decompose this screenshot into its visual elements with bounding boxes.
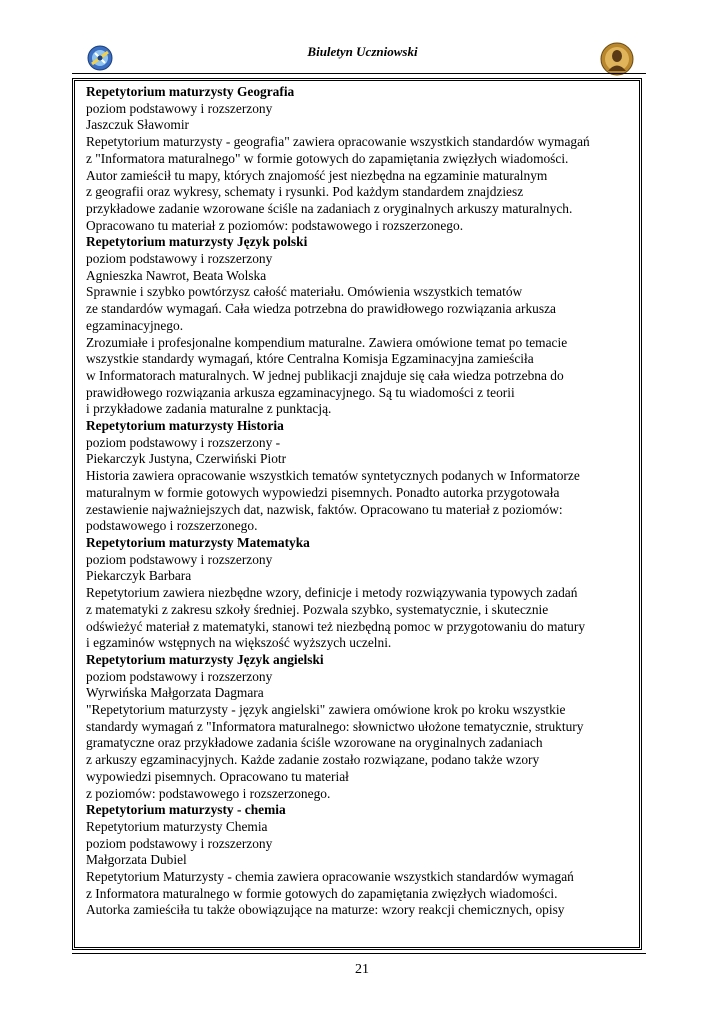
text-line: i przykładowe zadania maturalne z punktacją. xyxy=(86,401,332,417)
text-line: z geografii oraz wykresy, schematy i rysunki. Pod każdym standardem znajdziesz xyxy=(86,184,524,200)
text-line: prawidłowego rozwiązania arkusza egzaminacyjnego. Są tu wiadomości z teorii xyxy=(86,384,515,400)
portrait-medallion-icon xyxy=(600,42,634,76)
text-line: Zrozumiałe i profesjonalne kompendium maturalne. Zawiera omówione temat po temacie xyxy=(86,334,568,350)
text-line: ze standardów wymagań. Cała wiedza potrzebna do prawidłowego rozwiązania arkusza xyxy=(86,301,556,317)
text-line: Repetytorium maturzysty - geografia" zawiera opracowanie wszystkich standardów wymagań xyxy=(86,134,590,150)
text-line: wypowiedzi pisemnych. Opracowano tu materiał xyxy=(86,768,349,784)
text-line: maturalnym w formie gotowych wypowiedzi pisemnych. Ponadto autorka przygotowała xyxy=(86,484,560,500)
text-line: Piekarczyk Barbara xyxy=(86,568,192,584)
section-heading: Repetytorium maturzysty Język polski xyxy=(86,234,308,250)
text-line: zestawienie najważniejszych dat, nazwisk, faktów. Opracowano tu materiał z poziomów: xyxy=(86,501,563,517)
text-line: poziom podstawowy i rozszerzony xyxy=(86,551,273,567)
text-line: w Informatorach maturalnych. W jednej publikacji znajduje się cała wiedza potrzebna do xyxy=(86,367,564,383)
text-line: Repetytorium Maturzysty - chemia zawiera opracowanie wszystkich standardów wymagań xyxy=(86,869,574,885)
text-line: podstawowego i rozszerzonego. xyxy=(86,518,258,534)
text-line: standardy wymagań z "Informatora maturalnego: słownictwo ułożone tematycznie, struktury xyxy=(86,718,584,734)
header-title: Biuletyn Uczniowski xyxy=(307,44,418,59)
text-line: z poziomów: podstawowego i rozszerzonego. xyxy=(86,785,331,801)
text-line: i egzaminów wstępnych na większość wyższych uczelni. xyxy=(86,635,392,651)
text-line: Historia zawiera opracowanie wszystkich tematów syntetycznych podanych w Informatorze xyxy=(86,468,580,484)
text-line: Jaszczuk Sławomir xyxy=(86,117,190,133)
text-line: Sprawnie i szybko powtórzysz całość materiału. Omówienia wszystkich tematów xyxy=(86,284,523,300)
text-line: wszystkie standardy wymagań, które Centralna Komisja Egzaminacyjna zamieściła xyxy=(86,351,534,367)
text-line: Autorka zamieściła tu także obowiązujące na maturze: wzory reakcji chemicznych, opisy xyxy=(86,902,565,918)
text-line: poziom podstawowy i rozszerzony - xyxy=(86,434,281,450)
text-line: z Informatora maturalnego w formie gotowych do zapamiętania zwięzłych wiadomości. xyxy=(86,885,558,901)
text-line: przykładowe zadanie wzorowane ściśle na zadaniach z oryginalnych arkuszy maturalnych. xyxy=(86,200,573,216)
text-line: Repetytorium maturzysty Chemia xyxy=(86,818,268,834)
text-line: z matematyki z zakresu szkoły średniej. Pozwala szybko, systematycznie, i skutecznie xyxy=(86,601,549,617)
header-rule xyxy=(72,73,646,74)
page-number: 21 xyxy=(355,962,369,977)
text-line: Autor zamieścił tu mapy, których znajomość jest niezbędna na egzaminie maturalnym xyxy=(86,167,548,183)
text-line: poziom podstawowy i rozszerzony xyxy=(86,251,273,267)
text-line: poziom podstawowy i rozszerzony xyxy=(86,100,273,116)
section-heading: Repetytorium maturzysty Historia xyxy=(86,418,284,434)
page-header xyxy=(80,38,645,74)
text-line: Agnieszka Nawrot, Beata Wolska xyxy=(86,267,267,283)
section-heading: Repetytorium maturzysty Matematyka xyxy=(86,534,310,550)
text-line: Repetytorium zawiera niezbędne wzory, definicje i metody rozwiązywania typowych zadań xyxy=(86,585,578,601)
text-line: Wyrwińska Małgorzata Dagmara xyxy=(86,685,264,701)
text-line: odświeżyć materiał z matematyki, stanowi też niezbędną pomoc w przygotowaniu do matury xyxy=(86,618,586,634)
text-line: z "Informatora maturalnego" w formie gotowych do zapamiętania zwięzłych wiadomości. xyxy=(86,150,569,166)
text-line: poziom podstawowy i rozszerzony xyxy=(86,668,273,684)
text-line: Opracowano tu materiał z poziomów: podstawowego i rozszerzonego. xyxy=(86,217,464,233)
section-heading: Repetytorium maturzysty - chemia xyxy=(86,802,286,818)
text-line: Małgorzata Dubiel xyxy=(86,852,187,868)
text-line: poziom podstawowy i rozszerzony xyxy=(86,835,273,851)
text-line: gramatyczne oraz przykładowe zadania ściśle wzorowane na oryginalnych zadaniach xyxy=(86,735,543,751)
text-line: Piekarczyk Justyna, Czerwiński Piotr xyxy=(86,451,287,467)
section-heading: Repetytorium maturzysty Język angielski xyxy=(86,651,324,667)
section-heading: Repetytorium maturzysty Geografia xyxy=(86,84,295,99)
text-line: "Repetytorium maturzysty - język angielski" zawiera omówione krok po kroku wszystkie xyxy=(86,702,566,718)
text-line: egzaminacyjnego. xyxy=(86,317,184,333)
text-line: z arkuszy egzaminacyjnych. Każde zadanie zostało rozwiązane, podano także wzory xyxy=(86,752,540,768)
footer-rule xyxy=(72,953,646,954)
article-body xyxy=(86,84,638,919)
